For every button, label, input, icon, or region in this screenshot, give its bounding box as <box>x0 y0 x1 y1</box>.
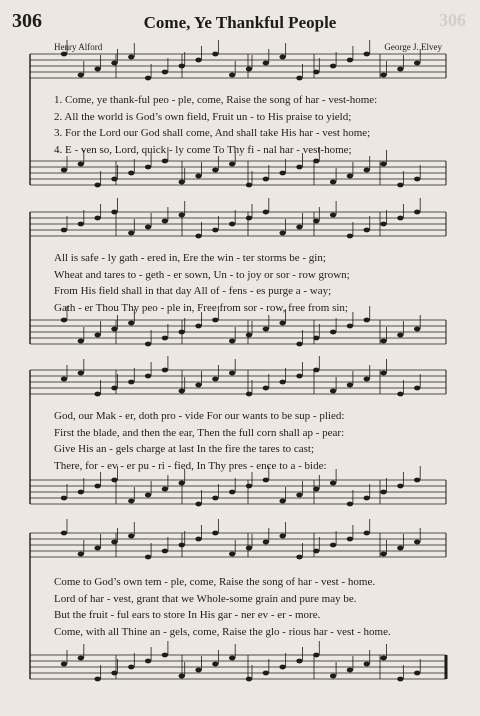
note-head <box>61 662 67 667</box>
note-head <box>111 671 117 676</box>
note-head <box>380 222 386 227</box>
note-head <box>279 665 285 670</box>
note-head <box>111 386 117 391</box>
note-head <box>145 659 151 664</box>
lyric-line: Lord of har - vest, grant that we Whole-some grain and pure may be. <box>54 592 357 605</box>
note-head <box>397 484 403 489</box>
note-head <box>229 162 235 167</box>
note-head <box>263 386 269 391</box>
note-head <box>145 225 151 230</box>
note-head <box>246 392 252 397</box>
note-head <box>296 76 302 81</box>
note-head <box>347 537 353 542</box>
note-head <box>94 216 100 221</box>
note-head <box>279 55 285 60</box>
lyric-line: Gath - er Thou Thy peo - ple in, Free from sor - row, free from sin; <box>54 301 348 314</box>
note-head <box>195 234 201 239</box>
note-head <box>364 168 370 173</box>
note-head <box>330 674 336 679</box>
note-head <box>263 210 269 215</box>
note-head <box>162 368 168 373</box>
note-head <box>78 656 84 661</box>
note-head <box>347 58 353 63</box>
note-head <box>145 165 151 170</box>
hymn-title: Come, Ye Thankful People <box>143 13 337 32</box>
note-head <box>212 228 218 233</box>
note-head <box>414 671 420 676</box>
lyric-line: Come, with all Thine an - gels, come, Raise the glo - rious har - vest - home. <box>54 625 391 638</box>
note-head <box>61 228 67 233</box>
note-head <box>313 653 319 658</box>
note-head <box>313 70 319 75</box>
note-head <box>145 342 151 347</box>
note-head <box>364 662 370 667</box>
words-credit: Henry Alford <box>54 42 103 52</box>
note-head <box>313 368 319 373</box>
note-head <box>296 165 302 170</box>
note-head <box>364 52 370 57</box>
lyric-line: There, for - ev - er pu - ri - fied, In Thy pres - ence to a - bide: <box>54 459 327 472</box>
lyric-line: Give His an - gels charge at last In the fire the tares to cast; <box>54 443 315 455</box>
note-head <box>347 174 353 179</box>
note-head <box>347 668 353 673</box>
note-head <box>414 327 420 332</box>
note-head <box>128 55 134 60</box>
lyric-line: From His field shall in that day All of - fens - es purge a - way; <box>54 285 332 297</box>
lyric-line: But the fruit - ful ears to store In His gar - ner ev - er - more. <box>54 609 321 621</box>
note-head <box>229 73 235 78</box>
note-head <box>330 330 336 335</box>
note-head <box>229 552 235 557</box>
note-head <box>397 183 403 188</box>
note-head <box>414 540 420 545</box>
note-head <box>128 321 134 326</box>
note-head <box>380 371 386 376</box>
note-head <box>195 383 201 388</box>
note-head <box>212 52 218 57</box>
note-head <box>94 67 100 72</box>
note-head <box>246 183 252 188</box>
note-head <box>296 342 302 347</box>
note-head <box>78 552 84 557</box>
note-head <box>296 555 302 560</box>
note-head <box>61 52 67 57</box>
note-head <box>279 321 285 326</box>
note-head <box>414 177 420 182</box>
lyric-line: 4. E - ven so, Lord, quick - ly come To Thy fi - nal har - vest-home; <box>54 143 352 156</box>
note-head <box>128 380 134 385</box>
note-head <box>414 61 420 66</box>
note-head <box>229 339 235 344</box>
note-head <box>212 168 218 173</box>
note-head <box>279 499 285 504</box>
note-head <box>279 534 285 539</box>
note-head <box>128 665 134 670</box>
note-head <box>313 487 319 492</box>
note-head <box>229 656 235 661</box>
note-head <box>195 537 201 542</box>
note-head <box>279 380 285 385</box>
note-head <box>212 496 218 501</box>
note-head <box>78 222 84 227</box>
note-head <box>61 496 67 501</box>
note-head <box>162 653 168 658</box>
note-head <box>364 496 370 501</box>
note-head <box>145 76 151 81</box>
note-head <box>111 478 117 483</box>
note-head <box>380 162 386 167</box>
note-head <box>347 234 353 239</box>
note-head <box>246 333 252 338</box>
note-head <box>263 540 269 545</box>
note-head <box>397 546 403 551</box>
note-head <box>364 228 370 233</box>
note-head <box>179 330 185 335</box>
note-head <box>128 231 134 236</box>
note-head <box>397 333 403 338</box>
note-head <box>78 339 84 344</box>
music-credit: George J. Elvey <box>384 42 442 52</box>
note-head <box>78 371 84 376</box>
note-head <box>179 180 185 185</box>
note-head <box>111 177 117 182</box>
note-head <box>263 327 269 332</box>
note-head <box>179 674 185 679</box>
note-head <box>78 162 84 167</box>
note-head <box>296 374 302 379</box>
note-head <box>195 58 201 63</box>
note-head <box>296 493 302 498</box>
note-head <box>61 168 67 173</box>
note-head <box>212 377 218 382</box>
note-head <box>380 490 386 495</box>
note-head <box>246 67 252 72</box>
note-head <box>78 490 84 495</box>
lyric-line: God, our Mak - er, doth pro - vide For our wants to be sup - plied: <box>54 410 345 422</box>
note-head <box>128 499 134 504</box>
note-head <box>279 231 285 236</box>
note-head <box>414 386 420 391</box>
note-head <box>128 534 134 539</box>
note-head <box>179 389 185 394</box>
note-head <box>162 487 168 492</box>
lyric-line: 1. Come, ye thank-ful peo - ple, come, Raise the song of har - vest-home: <box>54 94 378 106</box>
note-head <box>347 324 353 329</box>
note-head <box>397 677 403 682</box>
note-head <box>78 73 84 78</box>
note-head <box>162 549 168 554</box>
note-head <box>263 177 269 182</box>
note-head <box>111 327 117 332</box>
note-head <box>179 543 185 548</box>
note-head <box>212 318 218 323</box>
note-head <box>397 392 403 397</box>
lyrics-system-3 <box>54 408 446 474</box>
note-head <box>296 659 302 664</box>
note-head <box>145 374 151 379</box>
note-head <box>111 210 117 215</box>
ghost-page-number: 306 <box>439 10 466 30</box>
note-head <box>330 389 336 394</box>
note-head <box>229 222 235 227</box>
note-head <box>263 61 269 66</box>
note-head <box>330 481 336 486</box>
note-head <box>414 210 420 215</box>
note-head <box>111 61 117 66</box>
note-head <box>94 392 100 397</box>
note-head <box>263 478 269 483</box>
note-head <box>347 502 353 507</box>
note-head <box>94 546 100 551</box>
note-head <box>279 171 285 176</box>
lyrics-system-1 <box>54 92 446 158</box>
note-head <box>61 377 67 382</box>
note-head <box>229 371 235 376</box>
note-head <box>414 478 420 483</box>
note-head <box>195 324 201 329</box>
note-head <box>246 484 252 489</box>
hymn-number: 306 <box>12 10 42 32</box>
note-head <box>162 336 168 341</box>
note-head <box>179 481 185 486</box>
lyrics-system-2 <box>54 250 446 316</box>
note-head <box>212 662 218 667</box>
note-head <box>229 490 235 495</box>
lyric-line: First the blade, and then the ear, Then the full corn shall ap - pear: <box>54 426 345 439</box>
note-head <box>364 318 370 323</box>
note-head <box>313 549 319 554</box>
note-head <box>246 546 252 551</box>
note-head <box>330 543 336 548</box>
lyric-line: 2. All the world is God’s own field, Fruit un - to His praise to yield; <box>54 110 352 123</box>
note-head <box>246 677 252 682</box>
note-head <box>380 552 386 557</box>
note-head <box>94 333 100 338</box>
note-head <box>61 531 67 536</box>
note-head <box>94 677 100 682</box>
note-head <box>162 159 168 164</box>
note-head <box>179 64 185 69</box>
note-head <box>195 174 201 179</box>
note-head <box>195 502 201 507</box>
note-head <box>263 671 269 676</box>
note-head <box>313 159 319 164</box>
note-head <box>313 219 319 224</box>
note-head <box>364 531 370 536</box>
note-head <box>380 656 386 661</box>
note-head <box>128 171 134 176</box>
note-head <box>94 484 100 489</box>
note-head <box>380 73 386 78</box>
note-head <box>313 336 319 341</box>
note-head <box>145 493 151 498</box>
note-head <box>246 216 252 221</box>
lyric-line: Come to God’s own tem - ple, come, Raise the song of har - vest - home. <box>54 576 376 588</box>
note-head <box>330 180 336 185</box>
note-head <box>296 225 302 230</box>
note-head <box>195 668 201 673</box>
note-head <box>397 216 403 221</box>
note-head <box>94 183 100 188</box>
note-head <box>61 318 67 323</box>
note-head <box>347 383 353 388</box>
note-head <box>179 213 185 218</box>
lyric-line: 3. For the Lord our God shall come, And shall take His har - vest home; <box>54 127 371 139</box>
note-head <box>380 339 386 344</box>
lyric-line: Wheat and tares to - geth - er sown, Un - to joy or sor - row grown; <box>54 268 350 281</box>
note-head <box>212 531 218 536</box>
note-head <box>397 67 403 72</box>
note-head <box>162 219 168 224</box>
lyrics-system-4 <box>54 574 446 640</box>
note-head <box>145 555 151 560</box>
note-head <box>364 377 370 382</box>
note-head <box>330 213 336 218</box>
lyric-line: All is safe - ly gath - ered in, Ere the win - ter storms be - gin; <box>54 252 326 264</box>
note-head <box>162 70 168 75</box>
note-head <box>330 64 336 69</box>
note-head <box>111 540 117 545</box>
